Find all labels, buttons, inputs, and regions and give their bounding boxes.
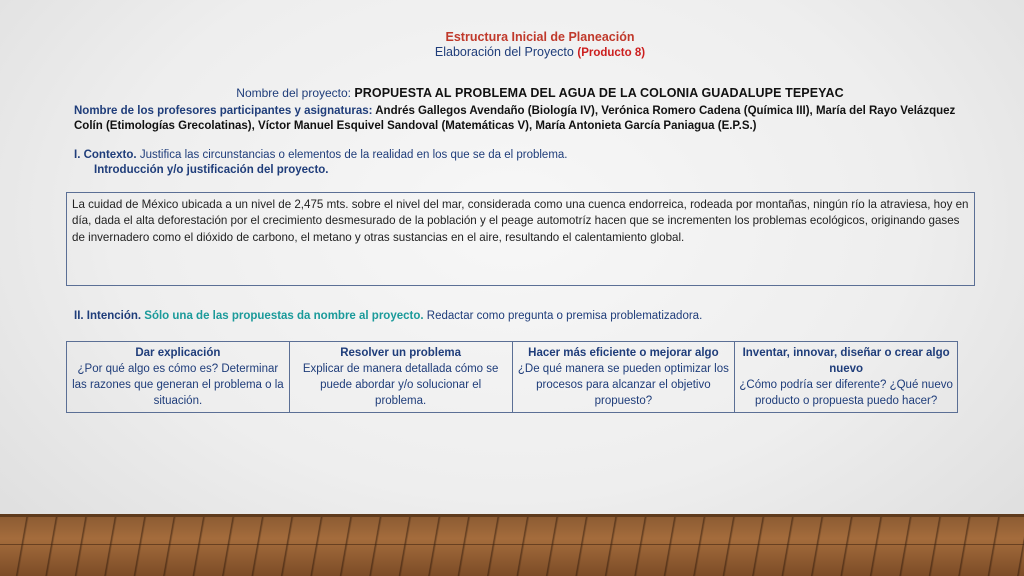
context-section	[74, 148, 974, 178]
option-body: Explicar de manera detallada cómo se puede abordar y/o solucionar el problema.	[302, 363, 499, 407]
header-title: Estructura Inicial de Planeación	[445, 30, 635, 44]
context-sub: Introducción y/o justificación del proyecto.	[94, 164, 329, 176]
option-improve	[512, 342, 735, 413]
context-body-box: La cuidad de México ubicada a un nivel de 2,475 mts. sobre el nivel del mar, considerada como una cuenca endorreica, rodeada por montañas, ningún río la atraviesa, hoy en día, dada el alta deforestación por el crecimiento desmesurado de la población y el peage automotríz hacen que se incrementen los problemas ecológicos, originando gases de invernadero como el dióxido de carbono, el metano y otras sustancias en el aire, resultando el calentamiento global.	[66, 192, 975, 286]
intention-highlight: Sólo una de las propuestas da nombre al proyecto.	[144, 310, 424, 322]
table-row	[67, 342, 958, 413]
intention-heading: II. Intención.	[74, 310, 142, 322]
teachers-label: Nombre de los profesores participantes y asignaturas:	[74, 105, 373, 117]
context-desc: Justifica las circunstancias o elementos de la realidad en los que se da el problema.	[139, 149, 568, 161]
option-title: Dar explicación	[135, 347, 221, 359]
option-title: Resolver un problema	[340, 347, 462, 359]
intention-desc: Redactar como pregunta o premisa problematizadora.	[426, 310, 703, 322]
option-title: Inventar, innovar, diseñar o crear algo nuevo	[742, 347, 950, 375]
option-body: ¿De qué manera se pueden optimizar los procesos para alcanzar el objetivo propuesto?	[517, 363, 729, 407]
header-product: (Producto 8)	[577, 47, 646, 59]
teachers-block	[74, 104, 984, 134]
context-heading: I. Contexto.	[74, 149, 137, 161]
intention-section	[74, 310, 974, 322]
project-line	[0, 86, 1024, 100]
option-title: Hacer más eficiente o mejorar algo	[528, 347, 719, 359]
option-body: ¿Cómo podría ser diferente? ¿Qué nuevo producto o propuesta puedo hacer?	[739, 379, 953, 407]
project-name: PROPUESTA AL PROBLEMA DEL AGUA DE LA COLONIA GUADALUPE TEPEYAC	[354, 86, 844, 100]
wood-floor-decoration	[0, 514, 1024, 576]
header-subtitle	[0, 45, 1024, 59]
option-solve	[289, 342, 512, 413]
intention-options-table	[66, 341, 958, 413]
option-innovate	[735, 342, 958, 413]
project-label: Nombre del proyecto:	[236, 86, 352, 100]
option-body: ¿Por qué algo es cómo es? Determinar las razones que generan el problema o la situación.	[72, 363, 284, 407]
teachers-value: Andrés Gallegos Avendaño (Biología IV), Verónica Romero Cadena (Química III), María del Rayo Velázquez Colín (Etimologías Grecolatinas), Víctor Manuel Esquivel Sandoval (Matemáticas V), María Antonieta García Paniagua (E.P.S.)	[74, 105, 956, 132]
option-explain	[67, 342, 290, 413]
header-subtitle-text: Elaboración del Proyecto	[434, 45, 574, 59]
